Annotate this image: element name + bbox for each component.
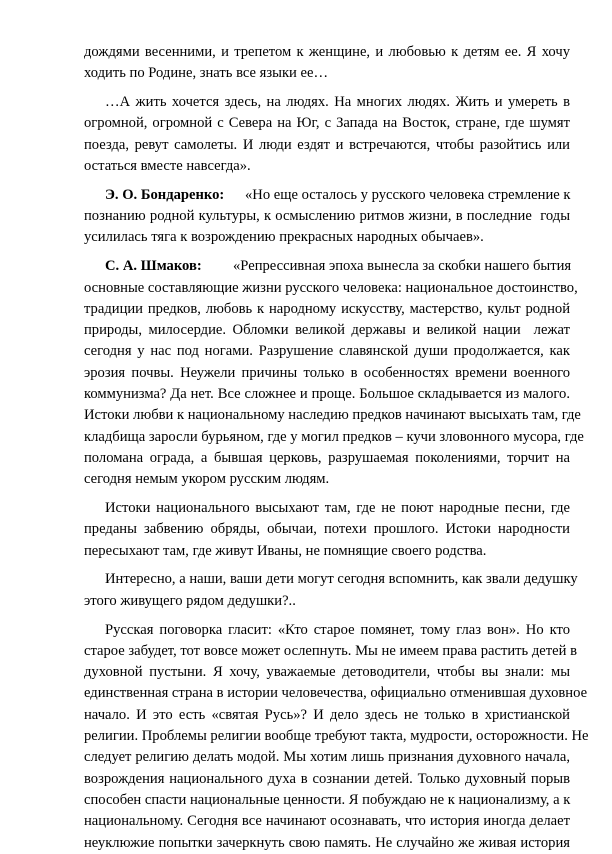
text-line: «Но еще осталось у русского человека стремление к bbox=[245, 187, 571, 203]
text-line: Русская поговорка гласит: «Кто старое помянет, тому глаз вон». Но кто bbox=[105, 622, 570, 638]
text-line: природы, милосердие. Обломки великой державы и великой нации лежат bbox=[84, 322, 570, 338]
text-line: кладбища заросли бурьяном, где у могил предков – кучи зловонного мусора, где bbox=[84, 429, 584, 445]
text-line: коммунизма? Да нет. Все сложнее и проще. Большое складывается из малого. bbox=[84, 386, 570, 402]
text-line: старое забудет, тот вовсе может ослепнуть. Мы не имеем права растить детей в bbox=[84, 643, 577, 659]
text-line: национальному. Сегодня все начинают осознавать, что история иногда делает bbox=[84, 813, 570, 829]
text-line: Истоки любви к национальному наследию предков начинают высыхать там, где bbox=[84, 407, 581, 423]
speaker-name: Э. О. Бондаренко: bbox=[105, 187, 225, 203]
text-line: религии. Проблемы религии вообще требуют такта, мудрости, осторожности. Не bbox=[84, 728, 589, 744]
text-line: этого живущего рядом дедушки?.. bbox=[84, 593, 296, 609]
text-line: следует религию делать модой. Мы хотим лишь признания духовного начала, bbox=[84, 749, 570, 765]
text-line: преданы забвению обряды, обычаи, потехи прошлого. Истоки народности bbox=[84, 521, 570, 537]
text-line: единственная страна в истории человечества, официально отменившая духовное bbox=[84, 685, 588, 701]
text-line: познанию родной культуры, к осмыслению ритмов жизни, в последние годы bbox=[84, 208, 570, 224]
text-line: Интересно, а наши, ваши дети могут сегодня вспомнить, как звали дедушку bbox=[105, 571, 578, 587]
text-line: ходить по Родине, знать все языки ее… bbox=[84, 65, 329, 81]
text-line: способен спасти национальные ценности. Я побуждаю не к национализму, а к bbox=[84, 792, 571, 808]
text-line: огромной, огромной с Севера на Юг, с Запада на Восток, стране, где шумят bbox=[84, 115, 570, 131]
speaker-name: С. А. Шмаков: bbox=[105, 258, 202, 274]
text-line: «Репрессивная эпоха вынесла за скобки нашего бытия bbox=[233, 258, 572, 274]
text-line: Истоки национального высыхают там, где не поют народные песни, где bbox=[105, 500, 570, 516]
text-line: начало. И это есть «святая Русь»? И дело здесь не только в христианской bbox=[84, 707, 570, 723]
text-line: дождями весенними, и трепетом к женщине, и любовью к детям ее. Я хочу bbox=[84, 44, 570, 60]
text-line: основные составляющие жизни русского человека: национальное достоинство, bbox=[84, 280, 578, 296]
text-line: традиции предков, любовь к народному искусству, мастерство, культ родной bbox=[84, 301, 570, 317]
text-line: поезда, ревут самолеты. И люди ездят и встречаются, чтобы разойтись или bbox=[84, 137, 570, 153]
text-line: поломана ограда, а бывшая церковь, разрушаемая поколениями, торчит на bbox=[84, 450, 570, 466]
text-line: сегодня немым укором русским людям. bbox=[84, 471, 330, 487]
text-line: эрозия почвы. Неужели причины только в особенностях времени военного bbox=[84, 365, 570, 381]
text-line: сегодня у нас под ногами. Разрушение славянской души продолжается, как bbox=[84, 343, 570, 359]
text-line: возрождения национального духа в сознании детей. Только духовный порыв bbox=[84, 771, 570, 787]
text-line: остаться вместе навсегда». bbox=[84, 158, 251, 174]
text-line: неуклюжие попытки зачеркнуть свою память. Не случайно же живая история bbox=[84, 835, 570, 851]
text-line: духовной пустыни. Я хочу, уважаемые детоводители, чтобы вы знали: мы bbox=[84, 664, 570, 680]
text-line: усилилась тяга к возрождению прекрасных народных обычаев». bbox=[84, 229, 484, 245]
text-line: …А жить хочется здесь, на людях. На многих людях. Жить и умереть в bbox=[105, 94, 570, 110]
text-line: пересыхают там, где живут Иваны, не помнящие своего родства. bbox=[84, 543, 487, 559]
